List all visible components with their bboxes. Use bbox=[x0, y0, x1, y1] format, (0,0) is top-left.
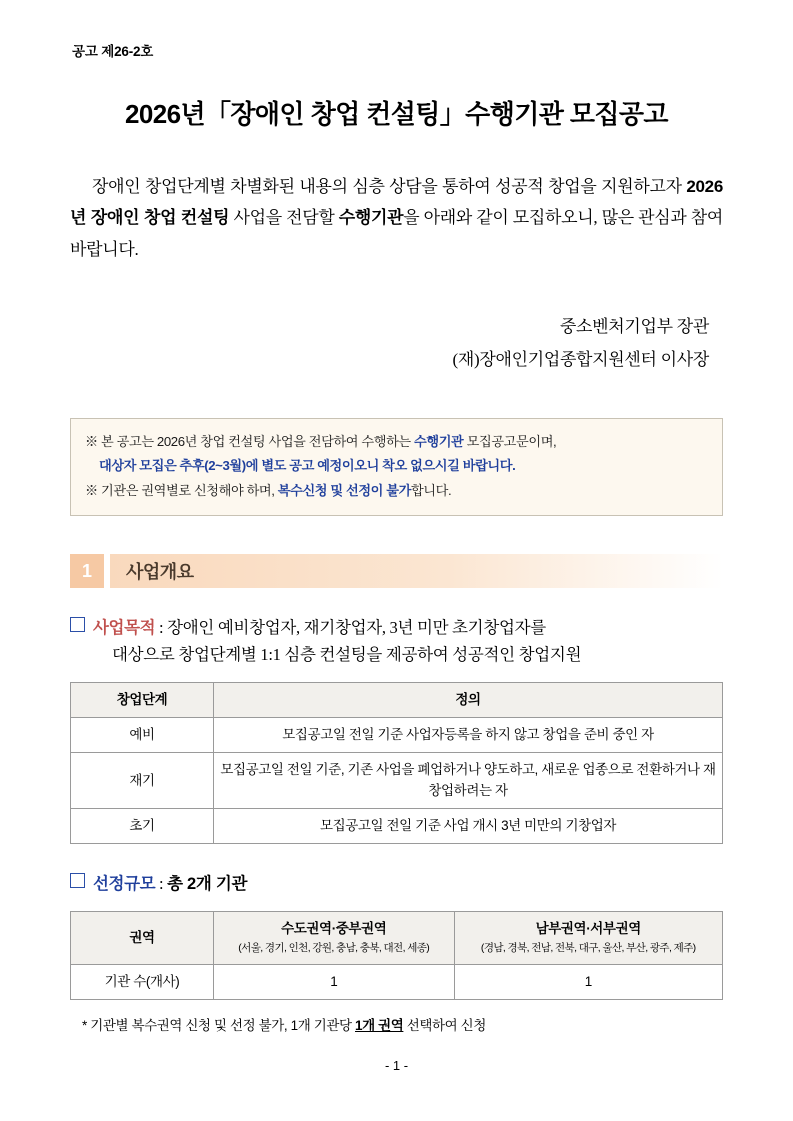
callout-text-4: 합니다. bbox=[410, 482, 452, 498]
section-header bbox=[70, 554, 723, 588]
callout-line-1 bbox=[85, 430, 708, 454]
purpose-colon: : bbox=[155, 618, 168, 638]
callout-line-2: 대상자 모집은 추후(2~3월)에 별도 공고 예정이오니 착오 없으시길 바랍니다. bbox=[99, 458, 516, 474]
footnote-text-2: 선택하여 신청 bbox=[403, 1018, 486, 1034]
intro-paragraph bbox=[70, 171, 723, 265]
callout-text-1: ※ 본 공고는 2026년 창업 컨설팅 사업을 전담하여 수행하는 bbox=[85, 433, 415, 449]
page-title: 2026년「장애인 창업 컨설팅」수행기관 모집공고 bbox=[125, 99, 668, 129]
callout-highlight-1: 수행기관 bbox=[414, 433, 464, 449]
stage-name: 재기 bbox=[71, 753, 214, 809]
definition-col-header: 정의 bbox=[214, 682, 723, 717]
scale-item bbox=[70, 870, 723, 899]
region-header-central bbox=[214, 912, 455, 965]
table-row bbox=[71, 965, 723, 1000]
page-number: - 1 - bbox=[384, 1058, 409, 1073]
region-header-southern bbox=[454, 912, 723, 965]
scale-value: 총 2개 기관 bbox=[167, 875, 248, 894]
stage-name: 예비 bbox=[71, 718, 214, 753]
stage-definition: 모집공고일 전일 기준, 기존 사업을 폐업하거나 양도하고, 새로운 업종으로 전환하거나 재창업하려는 자 bbox=[214, 753, 723, 809]
signature-line-2: (재)장애인기업종합지원센터 이사장 bbox=[452, 349, 709, 369]
callout-highlight-2: 복수신청 및 선정이 불가 bbox=[277, 482, 411, 498]
signature-block bbox=[70, 311, 723, 376]
region-name: 수도권역·중부권역 bbox=[281, 921, 387, 937]
intro-bold-1: 2026년 장애인 창업 컨설팅 bbox=[70, 177, 723, 228]
region-col-header: 권역 bbox=[71, 912, 214, 965]
signature-line-1: 중소벤처기업부 장관 bbox=[559, 317, 709, 337]
region-count-central: 1 bbox=[214, 965, 455, 1000]
table-header-row bbox=[71, 912, 723, 965]
stage-col-header: 창업단계 bbox=[71, 682, 214, 717]
region-sub: (경남, 경북, 전남, 전북, 대구, 울산, 부산, 광주, 제주) bbox=[480, 942, 696, 955]
notice-number: 공고 제26-2호 bbox=[72, 44, 154, 59]
section-number: 1 bbox=[70, 554, 104, 588]
callout-box bbox=[70, 418, 723, 516]
stage-name: 초기 bbox=[71, 808, 214, 843]
scale-colon: : bbox=[155, 874, 168, 894]
callout-text-3: ※ 기관은 권역별로 신청해야 하며, bbox=[85, 482, 278, 498]
region-sub: (서울, 경기, 인천, 강원, 충남, 충북, 대전, 세종) bbox=[238, 942, 430, 955]
table-header-row bbox=[71, 682, 723, 717]
region-row-label: 기관 수(개사) bbox=[71, 965, 214, 1000]
region-name: 남부권역·서부권역 bbox=[535, 921, 641, 937]
region-table bbox=[70, 911, 723, 1000]
purpose-item bbox=[70, 614, 723, 670]
scale-label: 선정규모 bbox=[93, 875, 156, 894]
purpose-text: 장애인 예비창업자, 재기창업자, 3년 미만 초기창업자를 bbox=[167, 618, 546, 638]
purpose-continuation: 대상으로 창업단계별 1:1 심층 컨설팅을 제공하여 성공적인 창업지원 bbox=[112, 645, 582, 665]
footnote bbox=[70, 1014, 723, 1034]
table-row bbox=[71, 753, 723, 809]
intro-bold-2: 수행기관 bbox=[338, 208, 404, 228]
table-row bbox=[71, 808, 723, 843]
checkbox-icon bbox=[70, 873, 85, 888]
stage-definition: 모집공고일 전일 기준 사업자등록을 하지 않고 창업을 준비 중인 자 bbox=[214, 718, 723, 753]
footnote-text-1: * 기관별 복수권역 신청 및 선정 불가, 1개 기관당 bbox=[82, 1018, 356, 1034]
footnote-emphasis: 1개 권역 bbox=[355, 1018, 404, 1034]
intro-text-1: 장애인 창업단계별 차별화된 내용의 심층 상담을 통하여 성공적 창업을 지원하고자 bbox=[92, 177, 687, 196]
table-row bbox=[71, 718, 723, 753]
section-title: 사업개요 bbox=[110, 554, 723, 588]
stage-table bbox=[70, 682, 723, 844]
stage-definition: 모집공고일 전일 기준 사업 개시 3년 미만의 기창업자 bbox=[214, 808, 723, 843]
region-count-southern: 1 bbox=[454, 965, 723, 1000]
callout-text-2: 모집공고문이며, bbox=[463, 433, 557, 449]
intro-text-2: 사업을 전담할 bbox=[229, 208, 339, 228]
intro-text-3: 을 아래와 같이 모집하오니, 많은 관심과 참여 바랍니다. bbox=[70, 208, 723, 259]
purpose-label: 사업목적 bbox=[93, 619, 156, 638]
checkbox-icon bbox=[70, 617, 85, 632]
callout-line-3 bbox=[85, 479, 708, 503]
